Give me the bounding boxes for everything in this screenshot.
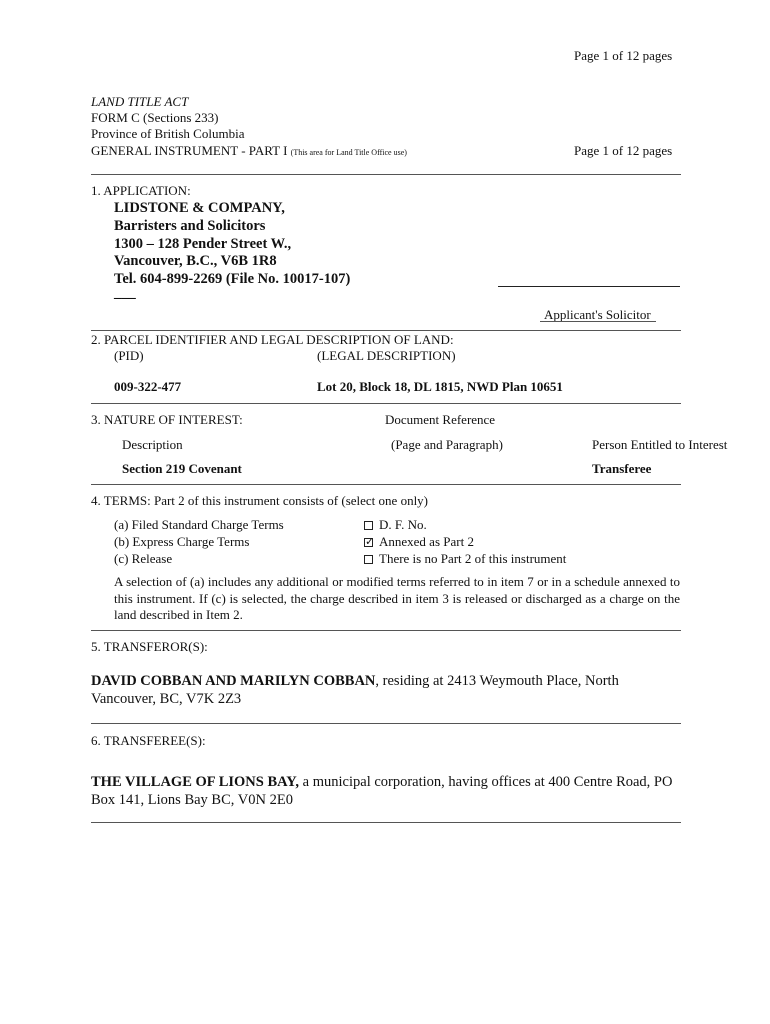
caption-underline — [540, 321, 656, 322]
annexed-label: Annexed as Part 2 — [379, 534, 474, 549]
applicant-line-3: 1300 – 128 Pender Street W., — [114, 236, 292, 252]
divider — [91, 484, 681, 485]
transferee-name: THE VILLAGE OF LIONS BAY, — [91, 774, 300, 790]
option-c: (c) Release — [114, 551, 173, 566]
df-checkbox[interactable] — [364, 521, 373, 530]
pid-value: 009-322-477 — [114, 379, 182, 394]
df-label: D. F. No. — [379, 517, 427, 532]
divider — [91, 723, 681, 724]
option-a: (a) Filed Standard Charge Terms — [114, 517, 284, 532]
pid-header: (PID) — [114, 348, 144, 363]
act-title: LAND TITLE ACT — [91, 94, 189, 109]
office-use-note: (This area for Land Title Office use) — [290, 148, 407, 157]
applicant-line-5: Tel. 604-899-2269 (File No. 10017-107) — [114, 271, 351, 287]
option-annexed — [364, 534, 474, 550]
interest-person: Transferee — [592, 461, 652, 476]
applicant-line-1: LIDSTONE & COMPANY, — [114, 200, 285, 216]
page-number-right: Page 1 of 12 pages — [574, 143, 673, 158]
transferor-name: DAVID COBBAN AND MARILYN COBBAN — [91, 673, 376, 689]
province: Province of British Columbia — [91, 126, 245, 141]
page-number-top: Page 1 of 12 pages — [574, 48, 673, 63]
applicant-line-2: Barristers and Solicitors — [114, 218, 266, 234]
page-para-header: (Page and Paragraph) — [391, 437, 503, 452]
transferor-details — [91, 672, 681, 708]
signature-line — [498, 286, 680, 287]
no-part2-checkbox[interactable] — [364, 555, 373, 564]
divider — [91, 630, 681, 631]
legal-header: (LEGAL DESCRIPTION) — [317, 348, 456, 363]
transferor-address: , residing at 2413 Weymouth Place, North Vancouver, BC, V7K 2Z3 — [91, 673, 619, 707]
application-label: 1. APPLICATION: — [91, 183, 191, 198]
transferee-details — [91, 773, 681, 809]
no-part2-label: There is no Part 2 of this instrument — [379, 551, 567, 566]
interest-description: Section 219 Covenant — [122, 461, 242, 476]
doc-ref-header: Document Reference — [385, 412, 496, 427]
form-title: FORM C (Sections 233) — [91, 110, 219, 125]
interest-label: 3. NATURE OF INTEREST: — [91, 412, 243, 427]
terms-label: 4. TERMS: Part 2 of this instrument consists of (select one only) — [91, 493, 429, 508]
option-df — [364, 517, 427, 533]
option-b: (b) Express Charge Terms — [114, 534, 250, 549]
annexed-checkbox[interactable] — [364, 538, 373, 547]
divider — [91, 174, 681, 175]
applicant-line-6: ___ — [114, 285, 136, 301]
transferee-address: a municipal corporation, having offices at 400 Centre Road, PO Box 141, Lions Bay BC, V0N 2E0 — [91, 774, 673, 808]
legal-value: Lot 20, Block 18, DL 1815, NWD Plan 10651 — [317, 379, 563, 394]
instrument-title — [91, 143, 407, 159]
signature-caption: Applicant's Solicitor — [544, 307, 651, 322]
parcel-label: 2. PARCEL IDENTIFIER AND LEGAL DESCRIPTION OF LAND: — [91, 332, 454, 347]
option-no-part2 — [364, 551, 566, 567]
instrument-name: GENERAL INSTRUMENT - PART I — [91, 143, 288, 158]
applicant-line-4: Vancouver, B.C., V6B 1R8 — [114, 253, 277, 269]
transferor-label: 5. TRANSFEROR(S): — [91, 639, 208, 654]
transferee-label: 6. TRANSFEREE(S): — [91, 733, 206, 748]
divider — [91, 822, 681, 823]
divider — [91, 330, 681, 331]
person-header: Person Entitled to Interest — [592, 437, 728, 452]
divider — [91, 403, 681, 404]
terms-note: A selection of (a) includes any additional or modified terms referred to in item 7 or in a schedule annexed to this instrument. If (c) is selected, the charge described in item 3 is released or discharged as a charge on the land described in Item 2. — [114, 574, 680, 622]
description-header: Description — [122, 437, 183, 452]
